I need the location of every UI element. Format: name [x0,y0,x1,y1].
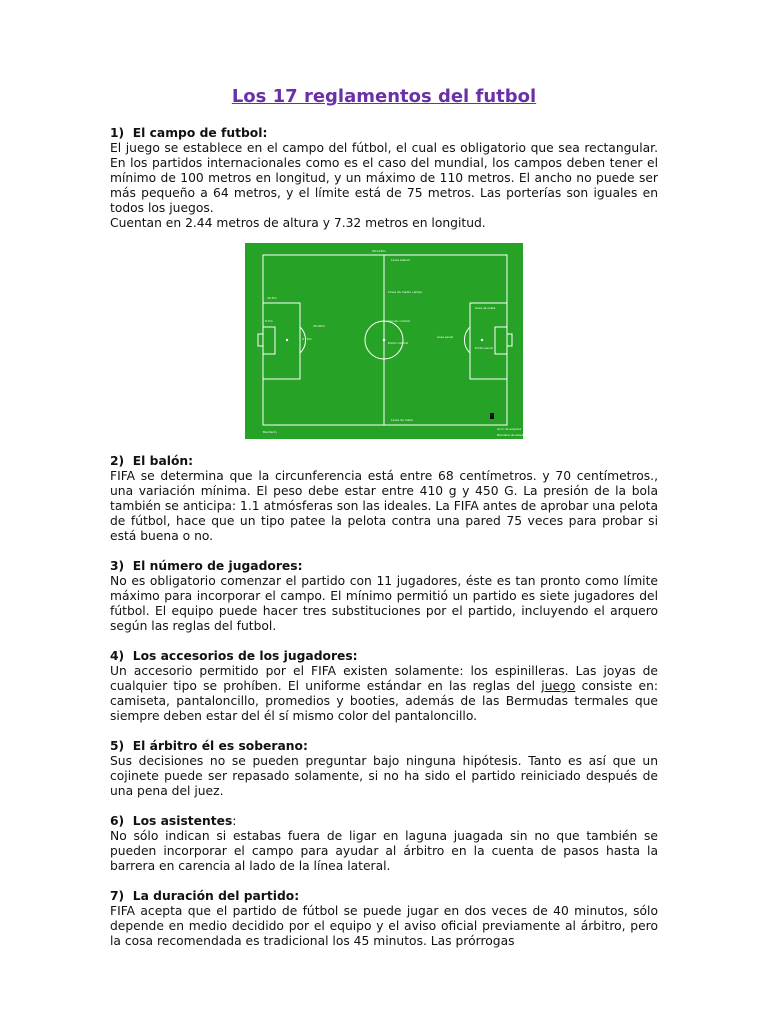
label-goal-area-depth: 5.5m [265,319,273,323]
section-campo [110,126,658,439]
section-text: FIFA acepta que el partido de fútbol se puede jugar en dos veces de 40 minutos, sólo depende en medio decidido por el equipo y el aviso oficial previamente al árbitro, pero la cosa recomendada es tradicional los 45 minutos. Las prórrogas [110,904,658,948]
section-heading: 7) La duración del partido: [110,889,300,903]
section-arbitro [110,739,658,799]
label-width: 45-90m [313,324,325,328]
label-penalty-spot: Punto penal [475,346,493,350]
section-heading: 6) Los asistentes: [110,814,237,828]
document-title: Los 17 reglamentos del futbol [231,86,537,107]
label-goal-area: Área de meta [475,306,496,310]
section-text: FIFA se determina que la circunferencia está entre 68 centímetros. y 70 centímetros., una variación mínima. El peso debe estar entre 410 g y 450 G. La presión de la bola también se anticipa: 1.1 atmósferas son las ideales. La FIFA antes de aprobar una pelota de fútbol, hace que un tipo patee la pelota contra una pared 75 veces para probar si está buena o no. [110,469,658,543]
label-penalty-area-depth: 16.5m [267,296,277,300]
section-heading: 1) El campo de futbol: [110,126,268,140]
section-asistentes [110,814,658,874]
center-spot [383,339,386,342]
document-body [110,126,658,964]
soccer-field-svg [245,243,528,439]
label-circle-radius: 9.15m [302,337,312,341]
label-center-spot: Punto central [388,341,409,345]
left-penalty-spot [286,339,288,341]
corner-flag-icon [490,413,494,419]
label-length: 90-120m [372,249,386,253]
section-balon [110,454,658,544]
section-text: El juego se establece en el campo del fútbol, el cual es obligatorio que sea rectangular. En los partidos internacionales como es el caso del mundial, los campos deben tener el mínimo de 100 metros en longitud, y un máximo de 110 metros. El ancho no puede ser más pequeño a 64 metros, y el límite está de 75 metros. Las porterías son iguales en todos los juegos. [110,141,658,215]
section-text: Sus decisiones no se pueden preguntar bajo ninguna hipótesis. Tanto es así que un cojinete puede ser repasado solamente, si no ha sido el partido reiniciado después de una pena del juez. [110,754,658,798]
section-heading: 3) El número de jugadores: [110,559,303,573]
section-heading: 5) El árbitro él es soberano: [110,739,308,753]
soccer-field-diagram [245,243,528,439]
label-touchline: Línea lateral [391,258,410,262]
section-duracion [110,889,658,949]
label-flag: Banderín [263,430,277,434]
juego-link[interactable]: juego [541,679,576,693]
label-center-circle: Círculo central [388,319,410,323]
section-text-last: Cuentan en 2.44 metros de altura y 7.32 metros en longitud. [110,216,486,230]
section-jugadores [110,559,658,634]
label-corner-arc: Arco de esquina [497,427,522,431]
label-penalty-area: Área penal [437,335,454,339]
right-penalty-spot [481,339,483,341]
section-accesorios [110,649,658,724]
section-text: Un accesorio permitido por el FIFA existen solamente: los espinilleras. Las joyas de cualquier tipo se prohíben. El uniforme estándar en las reglas del juego consiste en: camiseta, pantaloncillo, promedios y booties, además de las Bermudas termales que siempre deben estar del él sí mismo color del pantaloncillo. [110,664,659,723]
section-heading: 4) Los accesorios de los jugadores: [110,649,358,663]
section-text: No sólo indican si estabas fuera de ligar en laguna juagada sin no que también se pueden incorporar el campo para ayudar al árbitro en la cuenta de pasos hasta la barrera en carencia al lado de la línea lateral. [110,829,658,873]
section-text: No es obligatorio comenzar el partido con 11 jugadores, éste es tan pronto como límite máximo para incorporar el campo. El mínimo permitió un partido es siete jugadores del fútbol. El equipo puede hacer tres substituciones por el partido, incluyendo el arquero según las reglas del futbol. [110,574,658,633]
label-goal-line: Línea de meta [391,418,413,422]
label-corner-flag: Bandera de esquina [497,433,528,437]
label-halfway: Línea de medio campo [388,290,423,294]
section-heading: 2) El balón: [110,454,194,468]
